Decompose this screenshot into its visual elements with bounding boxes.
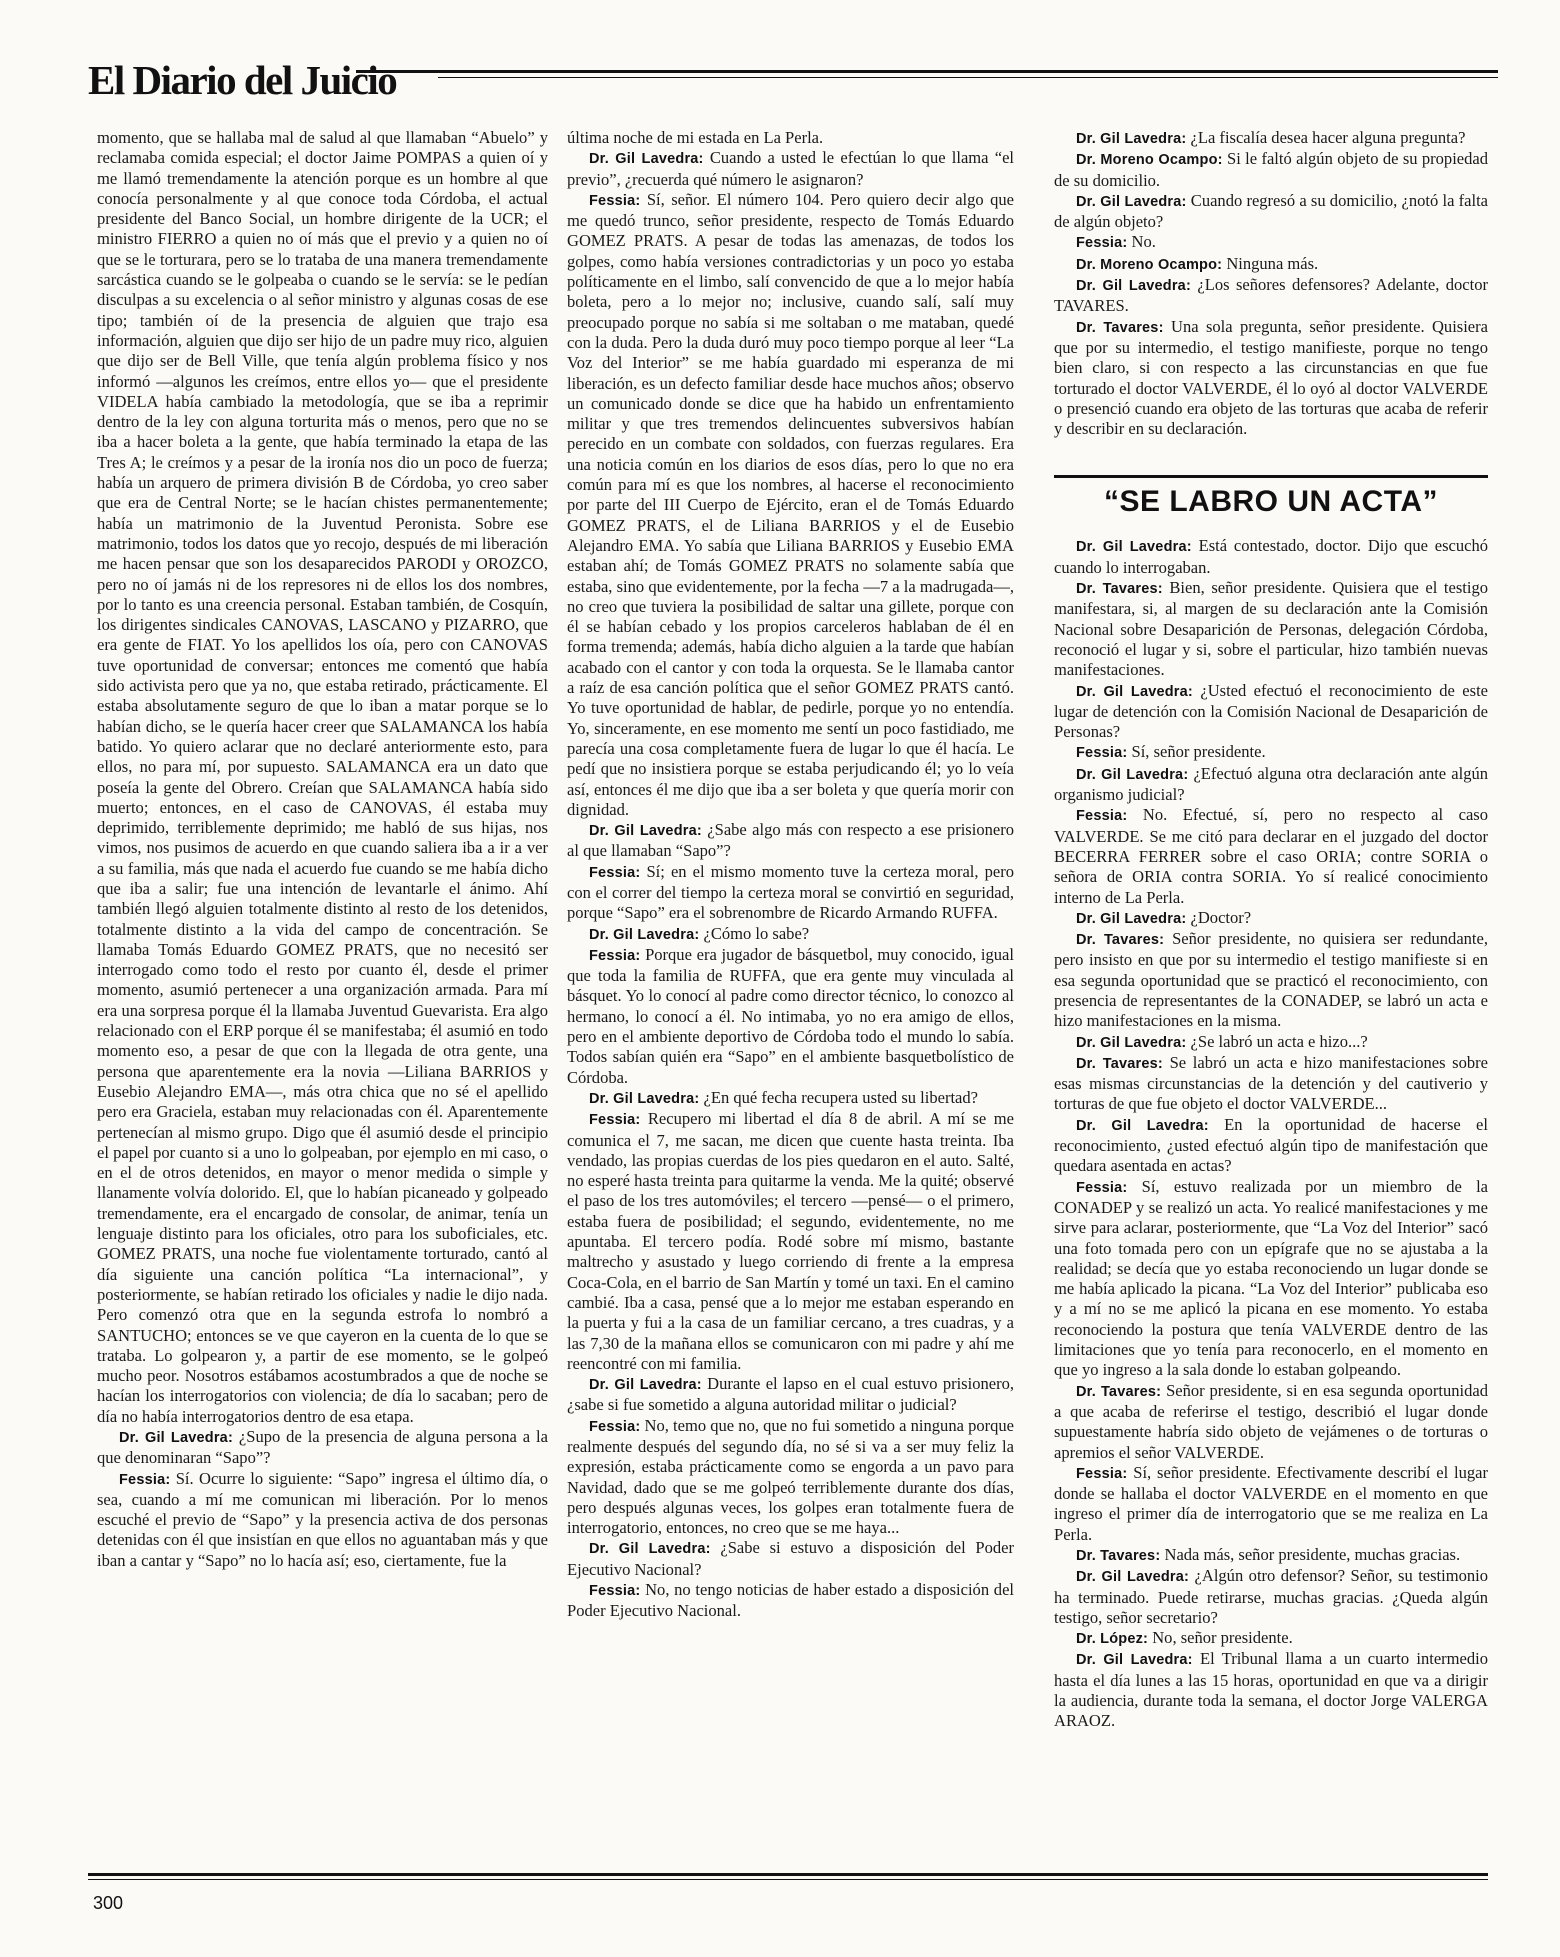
speaker-label: Dr. Tavares: <box>1076 1383 1162 1400</box>
speech: ¿Algún otro defensor? Señor, su testimonio ha terminado. Puede retirarse, muchas gracias. ¿Queda algún testigo, señor secretario? <box>1054 1566 1488 1627</box>
speaker-label: Dr. Gil Lavedra: <box>589 823 702 840</box>
speech: Señor presidente, si en esa segunda oportunidad a que acaba de referirse el testigo, describió el lugar donde supuestamente habría sido objeto de vejámenes o de torturas o apremios el señor VALVERDE. <box>1054 1380 1488 1462</box>
speaker-label: Dr. Gil Lavedra: <box>1076 193 1187 210</box>
speech: Señor presidente, no quisiera ser redundante, pero insisto en que por su intermedio el testigo manifieste si en esa segunda oportunidad que se practicó el reconocimiento, con presencia de representantes de la CONADEP, se labró un acta e hizo manifestaciones en la misma. <box>1054 929 1488 1031</box>
speaker-label: Dr. Gil Lavedra: <box>1076 1117 1209 1134</box>
speaker-label: Dr. Gil Lavedra: <box>1076 683 1193 700</box>
dialogue-line <box>1054 681 1488 743</box>
speaker-label: Fessia: <box>1076 808 1128 825</box>
speaker-label: Fessia: <box>589 947 641 964</box>
speaker-label: Fessia: <box>589 864 641 881</box>
section-headline: “SE LABRO UN ACTA” <box>1104 485 1438 519</box>
dialogue-line <box>1054 317 1488 440</box>
speaker-label: Dr. Gil Lavedra: <box>1076 1652 1193 1669</box>
speaker-label: Dr. Moreno Ocampo: <box>1076 256 1223 273</box>
dialogue-line <box>1054 578 1488 680</box>
speech: ¿Sabe algo más con respecto a ese prisionero al que llamaban “Sapo”? <box>567 820 1014 861</box>
speaker-label: Dr. Tavares: <box>1076 1548 1161 1564</box>
speech: Cuando regresó a su domicilio, ¿notó la falta de algún objeto? <box>1054 190 1488 232</box>
speaker-label: Dr. Gil Lavedra: <box>119 1430 233 1446</box>
dialogue-line <box>1054 1032 1488 1053</box>
dialogue-line <box>1054 232 1488 253</box>
speaker-label: Fessia: <box>1076 1465 1128 1482</box>
speech: Se labró un acta e hizo manifestaciones sobre esas mismas circunstancias de la detención y del cautiverio y torturas de que fue objeto el doctor VALVERDE... <box>1054 1052 1488 1114</box>
speech: Está contestado, doctor. Dijo que escuchó cuando lo interrogaban. <box>1054 536 1488 577</box>
speech: ¿Se labró un acta e hizo...? <box>1190 1031 1368 1051</box>
speaker-label: Dr. Gil Lavedra: <box>589 1541 711 1558</box>
speaker-label: Dr. Gil Lavedra: <box>589 1090 700 1107</box>
dialogue-line <box>567 1416 1014 1539</box>
dialogue-line <box>567 148 1014 190</box>
paragraph: última noche de mi estada en La Perla. <box>567 128 824 147</box>
masthead-rule <box>356 70 1498 73</box>
speech: Ninguna más. <box>1226 253 1319 273</box>
dialogue-line <box>567 1538 1014 1580</box>
dialogue-line <box>1054 1381 1488 1463</box>
dialogue-line <box>567 1580 1014 1622</box>
speech: No, no tengo noticias de haber estado a disposición del Poder Ejecutivo Nacional. <box>567 1580 1014 1621</box>
dialogue-line <box>567 1109 1014 1374</box>
masthead <box>88 55 1488 105</box>
speaker-label: Dr. Tavares: <box>1076 1055 1163 1072</box>
speech: Durante el lapso en el cual estuvo prisionero, ¿sabe si fue sometido a alguna autoridad militar o judicial? <box>567 1374 1014 1415</box>
speaker-label: Dr. Moreno Ocampo: <box>1076 152 1223 169</box>
dialogue-line <box>1054 191 1488 233</box>
speaker-label: Dr. Gil Lavedra: <box>1076 1034 1187 1051</box>
dialogue-line <box>567 1088 1014 1109</box>
page-number: 300 <box>93 1893 124 1913</box>
dialogue-line <box>97 1469 548 1571</box>
speech: No, temo que no, que no fui sometido a ninguna porque realmente después del segundo día, no sé si va a ser muy feliz la expresión, estaba prácticamente como se engorda a un pavo para Navidad, dado que se me golpeó terriblemente durante dos días, pero después algunas veces, los golpes eran totalmente fuera de interrogatorio, entonces, no creo que se me haya... <box>567 1415 1014 1538</box>
speech: No, señor presidente. <box>1152 1628 1293 1648</box>
speech: Sí, señor. El número 104. Pero quiero decir algo que me quedó trunco, señor presidente, respecto de Tomás Eduardo GOMEZ PRATS. A pesar de todas las amenazas, de todos los golpes, como había versiones contradictorias y un poco yo estaba políticamente en el limbo, salí convencido de que a lo mejor había boleta, pero a lo mejor no; inclusive, cuando salí, salí muy preocupado porque no sabía si me soltaban o me mataban, quedé con la duda. Pero la duda duró muy poco tiempo porque al leer “La Voz del Interior” se me había guardado mi esperanza de mi liberación, es un defecto familiar desde hace muchos años; observo un comunicado donde se dice que ha habido un enfrentamiento militar y que tres tremendos delincuentes subversivos habían perecido en un combate con soldados, con fuerzas regulares. Era una noticia común en los diarios de esos días, pero lo que no era común para mí es que los nombres, al hacerse el reconocimiento por parte del III Cuerpo de Ejército, eran el de Tomás Eduardo GOMEZ PRATS, el de Liliana BARRIOS y el de Eusebio Alejandro EMA. Yo sabía que Liliana BARRIOS y Eusebio EMA estaban ahí; de Tomás GOMEZ PRATS no solamente sabía que estaba, sino que evidentemente, por la fecha —7 a la madrugada—, no creo que tuviera la posibilidad de saltar una gillete, porque con él se habían cebado y los propios carceleros hablaban de él en forma tremenda; además, había dicho alguien a la tarde que habían acabado con el cantor y con toda la orquesta. Se le llamaba cantor a raíz de esa canción política que el señor GOMEZ PRATS cantó. Yo tuve oportunidad de hablar, de pedirle, porque yo no entendía. Yo, sinceramente, en ese momento me sentí un poco fastidiado, me parecía una cosa completamente fuera de lugar lo que él hacía. Le pedí que no insistiera porque se estaba perjudicando él; yo lo veía así, entonces él me dijo que iba a ser boleta y que quería morir con dignidad. <box>567 189 1014 819</box>
speech: ¿Supo de la presencia de alguna persona a la que denominaran “Sapo”? <box>97 1427 548 1468</box>
speech: ¿En qué fecha recupera usted su libertad? <box>703 1087 978 1107</box>
speech: Cuando a usted le efectúan lo que llama “el previo”, ¿recuerda qué número le asignaron? <box>567 148 1014 189</box>
speaker-label: Dr. Gil Lavedra: <box>589 151 704 168</box>
speaker-label: Dr. Gil Lavedra: <box>589 1377 702 1394</box>
speaker-label: Fessia: <box>1076 235 1128 252</box>
speaker-label: Dr. Tavares: <box>1076 319 1164 336</box>
speaker-label: Fessia: <box>1076 1179 1128 1196</box>
speech: Bien, señor presidente. Quisiera que el testigo manifestara, si, al margen de su declaración ante la Comisión Nacional sobre Desaparición de Personas, delegación Córdoba, reconoció el lugar y si, sobre el particular, hizo también nuevas manifestaciones. <box>1054 578 1488 680</box>
masthead-rule-thin <box>438 77 1498 78</box>
dialogue-line <box>567 190 1014 820</box>
speaker-label: Fessia: <box>1076 745 1128 762</box>
speaker-label: Fessia: <box>589 192 641 209</box>
dialogue-line <box>1054 1628 1488 1649</box>
speech: Sí, señor presidente. Efectivamente describí el lugar donde se hallaba el doctor VALVERDE en el momento en que ingreso el primer día de interrogatorio que se me realiza en La Perla. <box>1054 1462 1488 1544</box>
speaker-label: Dr. Gil Lavedra: <box>1076 1569 1190 1586</box>
speech: ¿Los señores defensores? Adelante, doctor TAVARES. <box>1054 275 1488 316</box>
dialogue-line <box>1054 536 1488 578</box>
footer-rule-thin <box>88 1879 1488 1880</box>
speaker-label: Dr. Gil Lavedra: <box>1076 766 1189 783</box>
column-2 <box>567 128 1014 1838</box>
dialogue-line <box>1054 149 1488 191</box>
dialogue-line <box>567 820 1014 862</box>
speech: Nada más, señor presidente, muchas gracias. <box>1164 1545 1461 1564</box>
speech: No. Efectué, sí, pero no respecto al caso VALVERDE. Se me citó para declarar en el juzgado del doctor BECERRA FERRER sobre el caso ORIA; contre SORIA o señora de ORIA contra SORIA. Yo sí realicé conocimiento interno de La Perla. <box>1054 805 1488 907</box>
speaker-label: Dr. Gil Lavedra: <box>1076 910 1187 927</box>
speech: Recupero mi libertad el día 8 de abril. A mí se me comunica el 7, me sacan, me dicen que cuente hasta treinta. Iba vendado, las propias cuerdas de los pies quedaron en el auto. Salté, no esperé hasta treinta para quitarme la venda. Me la quité; observé el paso de los tres automóviles; el tercero —pensé— o el primero, estaba fuera de posibilidad; el segundo, evidentemente, no me apuntaba. El tercero podía. Rodé sobre mí mismo, bastante maltrecho y asustado y luego corriendo di frente a la empresa Coca-Cola, en el barrio de San Martín y tomé un taxi. En el camino cambié. Iba a casa, pensé que a lo mejor me estaban esperando en la puerta y fui a la casa de un familiar cercano, a tres cuadras, y a las 7,30 de la mañana ellos se comunicaron con mi padre y ahí me reencontré con mi familia. <box>567 1109 1014 1373</box>
speaker-label: Dr. Gil Lavedra: <box>589 926 700 943</box>
section-headline-box <box>1054 475 1488 522</box>
footer-rule <box>88 1873 1488 1876</box>
speech: Sí, señor presidente. <box>1131 742 1266 762</box>
speech: Sí. Ocurre lo siguiente: “Sapo” ingresa el último día, o sea, cuando a mí me comunican mi liberación. Por lo menos escuché el previo de “Sapo” y la presencia activa de dos personas detenidas con él que insistían en que ellos no aguantaban más y que iban a cantar y “Sapo” no lo hacía así; eso, ciertamente, fue la <box>97 1468 548 1570</box>
speech: Sí; en el mismo momento tuve la certeza moral, pero con el correr del tiempo la certeza moral se convirtió en seguridad, porque “Sapo” era el sobrenombre de Ricardo Armando RUFFA. <box>567 861 1014 923</box>
speaker-label: Fessia: <box>589 1112 641 1129</box>
speech: Porque era jugador de básquetbol, muy conocido, igual que toda la familia de RUFFA, que era gente muy vinculada al básquet. Yo lo conocí al padre como director técnico, lo conozco al hermano, lo conocí a él. No intimaba, yo no era amigo de ellos, pero en el ambiente deportivo de Córdoba todo el mundo lo sabía. Todos sabían quién era “Sapo” en el ambiente basquetbolístico de Córdoba. <box>567 944 1014 1087</box>
dialogue-line <box>1054 1115 1488 1177</box>
dialogue-line <box>1054 128 1488 149</box>
speech: ¿Usted efectuó el reconocimiento de este lugar de detención con la Comisión Nacional de Desaparición de Personas? <box>1054 680 1488 742</box>
publication-title: El Diario del Juicio <box>88 57 397 103</box>
speech: ¿Doctor? <box>1190 907 1252 927</box>
speech: ¿La fiscalía desea hacer alguna pregunta? <box>1190 128 1466 147</box>
column-3 <box>1054 128 1488 1838</box>
dialogue-line <box>1054 1463 1488 1545</box>
dialogue-line <box>1054 1649 1488 1731</box>
speaker-label: Dr. Tavares: <box>1076 932 1165 949</box>
dialogue-line <box>1054 908 1488 929</box>
dialogue-line <box>567 862 1014 924</box>
speaker-label: Dr. Gil Lavedra: <box>1076 278 1191 295</box>
speaker-label: Fessia: <box>589 1583 641 1600</box>
speaker-label: Dr. Tavares: <box>1076 581 1163 598</box>
dialogue-line <box>1054 1566 1488 1628</box>
dialogue-line <box>1054 1177 1488 1381</box>
speaker-label: Fessia: <box>589 1418 641 1435</box>
speech: ¿Sabe si estuvo a disposición del Poder Ejecutivo Nacional? <box>567 1538 1014 1579</box>
speech: Una sola pregunta, señor presidente. Quisiera que por su intermedio, el testigo manifieste, porque no tengo bien claro, si con respecto a las circunstancias en que fue torturado el doctor VALVERDE, él lo oyó al doctor VALVERDE o presenció cuando era objeto de las torturas que acaba de referir y describir en su declaración. <box>1054 316 1488 439</box>
dialogue-line <box>1054 805 1488 907</box>
column-1 <box>97 128 548 1838</box>
speaker-label: Dr. Gil Lavedra: <box>1076 131 1187 147</box>
speech: ¿Cómo lo sabe? <box>703 923 810 943</box>
speaker-label: Fessia: <box>119 1471 171 1488</box>
speech: En la oportunidad de hacerse el reconocimiento, ¿usted efectuó algún tipo de manifestación que quedara asentada en actas? <box>1054 1114 1488 1176</box>
speech: Si le faltó algún objeto de su propiedad de su domicilio. <box>1054 149 1488 190</box>
speech: Sí, estuvo realizada por un miembro de la CONADEP y se realizó un acta. Yo realicé manifestaciones y me sirve para aclarar, posteriormente, que “La Voz del Interior” sacó una foto tomada pero con un epígrafe que no se ajustaba a la realidad; se decía que yo estaba reconociendo un lugar donde se me había aplicado la picana. “La Voz del Interior” publicaba eso y a mí no se me aplicó la picana en ese momento. Yo estaba reconociendo la postura que tenía VALVERDE dentro de las limitaciones que yo tenía para reconocerlo, en el momento en que yo ingreso a la sala donde lo estaban golpeando. <box>1054 1176 1488 1380</box>
speaker-label: Dr. Gil Lavedra: <box>1076 539 1192 556</box>
speech: ¿Efectuó alguna otra declaración ante algún organismo judicial? <box>1054 763 1488 805</box>
dialogue-line <box>1054 275 1488 317</box>
dialogue-line <box>1054 742 1488 763</box>
dialogue-line <box>1054 1545 1488 1566</box>
speech: El Tribunal llama a un cuarto intermedio hasta el día lunes a las 15 horas, oportunidad en que va a dirigir la audiencia, durante toda la semana, el doctor Jorge VALERGA ARAOZ. <box>1054 1649 1488 1731</box>
dialogue-line <box>97 1427 548 1469</box>
dialogue-line <box>567 924 1014 945</box>
speaker-label: Dr. López: <box>1076 1631 1149 1648</box>
dialogue-line <box>1054 1053 1488 1115</box>
dialogue-line <box>1054 764 1488 806</box>
dialogue-line <box>1054 929 1488 1031</box>
speech: No. <box>1131 232 1156 252</box>
dialogue-line <box>567 945 1014 1088</box>
dialogue-line <box>1054 254 1488 275</box>
paragraph: momento, que se hallaba mal de salud al que llamaban “Abuelo” y reclamaba comida especial; el doctor Jaime POMPAS a quien oí y me llamó tremendamente la atención porque es un hombre al que conocía personalmente y al que conoce toda Córdoba, el actual presidente del Banco Social, un hombre dirigente de la UCR; el ministro FIERRO a quien no oí más que el previo y a quien no oí que se le torturara, pero se lo trataba de una manera tremendamente sarcástica cuando se le golpeaba o cuando se le servía: se le pedían disculpas a su excelencia o al señor ministro y algunas cosas de ese tipo; también oí de la presencia de alguien que trajo esa información, alguien que dijo ser hijo de un padre muy rico, alguien que dijo ser de Bell Ville, que tenía algún problema físico y nos informó —algunos les creímos, entre ellos yo— que el presidente VIDELA había cambiado la metodología, que se iba a reprimir dentro de la ley con alguna torturita más o menos, pero que no se iba a hacer boleta a la gente, que había terminado la etapa de las Tres A; le creímos y a pesar de la ironía nos dio un poco de fuerza; había un arquero de primera división B de Córdoba, yo creo saber que era de Central Norte; se le hacían chistes permanentemente; había un matrimonio de la Juventud Peronista. Sobre ese matrimonio, todos los datos que yo recojo, después de mi liberación me hacen pensar que son los desaparecidos PARODI y OROZCO, pero no oí jamás ni de los represores ni de ellos los dos nombres, por lo tanto es una creencia personal. Estaban también, de Cosquín, los dirigentes sindicales CANOVAS, LASCANO y PIZARRO, que era gente de FIAT. Yo los apellidos los oía, pero con CANOVAS tuve oportunidad de conversar; entonces me comentó que había sido activista pero que ya no, que estaba retirado, prácticamente. El estaba absolutamente seguro de que lo iban a matar porque se lo habían dicho, se le quería hacer creer que SALAMANCA los había batido. Yo quiero aclarar que no declaré anteriormente esto, para ellos, no para mí, por supuesto. SALAMANCA era un dato que poseía la gente del Obrero. Creían que SALAMANCA había sido muerto; entonces, en el caso de CANOVAS, él estaba muy deprimido, terriblemente deprimido; me habló de sus hijas, nos vimos, nos pusimos de acuerdo en que cuando saliera iba a ir a ver a su familia, más que nada el acuerdo fue cuando se me había dicho que iba a salir; fue una intención de levantarle el ánimo. Ahí también llegó alguien totalmente distinto al resto de los detenidos, totalmente distinto a la vida del campo de concentración. Se llamaba Tomás Eduardo GOMEZ PRATS, que no necesitó ser interrogado como todo el resto por cuanto él, desde el primer momento, asumió pertenecer a una organización armada. Para mí era una sorpresa porque él la llamaba Juventud Guevarista. Era algo relacionado con el ERP porque él se manifestaba; él asumió en todo momento eso, a pesar de que con la llegada de otra gente, una persona que aparentemente era la novia —Liliana BARRIOS y Eusebio Alejandro EMA—, más otra chica que no sé el apellido pero era Graciela, estaban muy relacionadas con él. Aparentemente pertenecían al mismo grupo. Digo que él asumió desde el principio el papel por cuanto si a uno lo golpeaban, por ejemplo en mi caso, o en el de otros detenidos, en mayor o menor medida o simple y llanamente volvía dolorido. El, que lo habían picaneado y golpeado tremendamente, era el encargado de consolar, de animar, tenía un lenguaje distinto para los oficiales, otro para los suboficiales, etc. GOMEZ PRATS, una noche fue violentamente torturado, cantó al día siguiente una canción política “La internacional”, y posteriormente, se habían retirado los oficiales y nadie le dijo nada. Pero comenzó otra que en la segunda estrofa lo nombró a SANTUCHO; entonces se ve que cayeron en la cuenta de lo que se trataba. Lo golpearon y, a partir de ese momento, se le golpeó mucho peor. Nosotros estábamos acostumbrados a que de noche se hacían los interrogatorios con violencia; de día lo sacaban; pero de día no había interrogatorios dentro de esa etapa. <box>97 128 548 1426</box>
dialogue-line <box>567 1374 1014 1416</box>
